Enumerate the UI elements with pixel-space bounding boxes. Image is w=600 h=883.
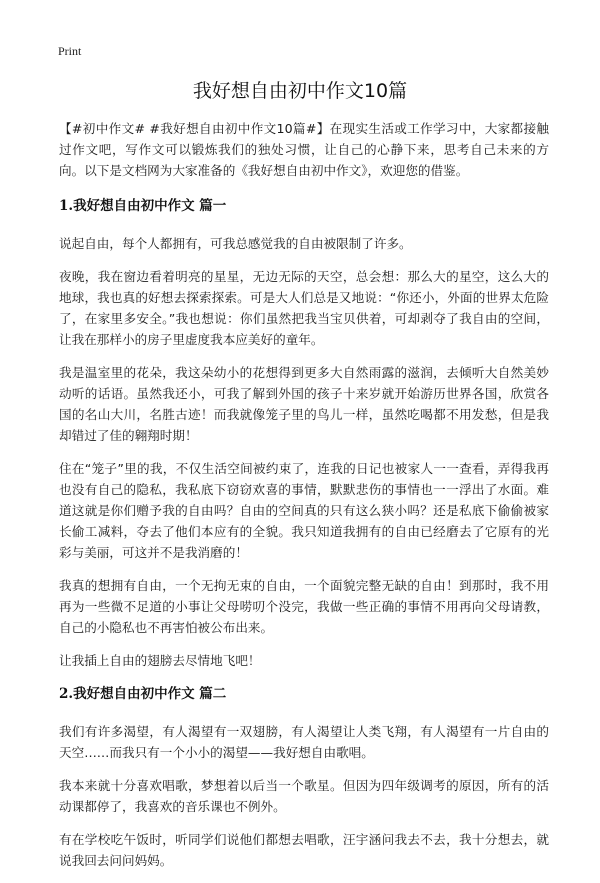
section-heading: 2.我好想自由初中作文 篇二 [59, 686, 227, 702]
paragraph: 我本来就十分喜欢唱歌，梦想着以后当一个歌星。但因为四年级调考的原因，所有的活动课都停了，我喜欢的音乐课也不例外。 [59, 778, 549, 814]
intro-paragraph: 【#初中作文# #我好想自由初中作文10篇#】在现实生活或工作学习中，大家都接触过作文吧，写作文可以锻炼我们的独处习惯，让自己的心静下来，思考自己未来的方向。以下是文档网为大家准备的《我好想自由初中作文》，欢迎您的借鉴。 [59, 121, 549, 178]
paragraph: 说起自由，每个人都拥有，可我总感觉我的自由被限制了许多。 [59, 236, 412, 251]
document-title: 我好想自由初中作文10篇 [192, 80, 408, 102]
paragraph: 我是温室里的花朵，我这朵幼小的花想得到更多大自然雨露的滋润，去倾听大自然美妙动听的话语。虽然我还小，可我了解到外国的孩子十来岁就开始游历世界各国，欣赏各国的名山大川，名胜古迹！而我就像笼子里的鸟儿一样，虽然吃喝都不用发愁，但是我却错过了佳的翱翔时期！ [59, 365, 549, 443]
paragraph: 让我插上自由的翅膀去尽情地飞吧！ [59, 653, 261, 668]
paragraph: 住在“笼子”里的我，不仅生活空间被约束了，连我的日记也被家人一一查看，弄得我再也没有自己的隐私，我私底下窃窃欢喜的事情，默默悲伤的事情也一一浮出了水面。难道这就是你们赠予我的自由吗？自由的空间真的只有这么狭小吗？还是私底下偷偷被家长偷工减料，夺去了他们本应有的全貌。我只知道我拥有的自由已经磨去了它原有的光彩与美丽，可这并不是我消磨的！ [59, 461, 549, 560]
paragraph: 夜晚，我在窗边看着明亮的星星，无边无际的天空，总会想：那么大的星空，这么大的地球，我也真的好想去探索探索。可是大人们总是又地说：“你还小，外面的世界太危险了，在家里多安全。”我也想说：你们虽然把我当宝贝供着，可却剥夺了我自由的空间，让我在那样小的房子里虚度我本应美好的童年。 [59, 269, 549, 347]
paragraph: 我真的想拥有自由，一个无拘无束的自由，一个面貌完整无缺的自由！到那时，我不用再为一些微不足道的小事让父母唠叨个没完，我做一些正确的事情不用再向父母请教，自己的小隐私也不再害怕被公布出来。 [59, 578, 549, 635]
document-body [59, 118, 549, 883]
paragraph: 有在学校吃午饭时，听同学们说他们都想去唱歌，汪宇涵问我去不去，我十分想去，就说我回去问问妈妈。 [59, 832, 549, 868]
section-heading: 1.我好想自由初中作文 篇一 [59, 198, 227, 214]
print-label: Print [58, 44, 82, 58]
paragraph: 我们有许多渴望，有人渴望有一双翅膀，有人渴望让人类飞翔，有人渴望有一片自由的天空……而我只有一个小小的渴望——我好想自由歌唱。 [59, 724, 549, 760]
